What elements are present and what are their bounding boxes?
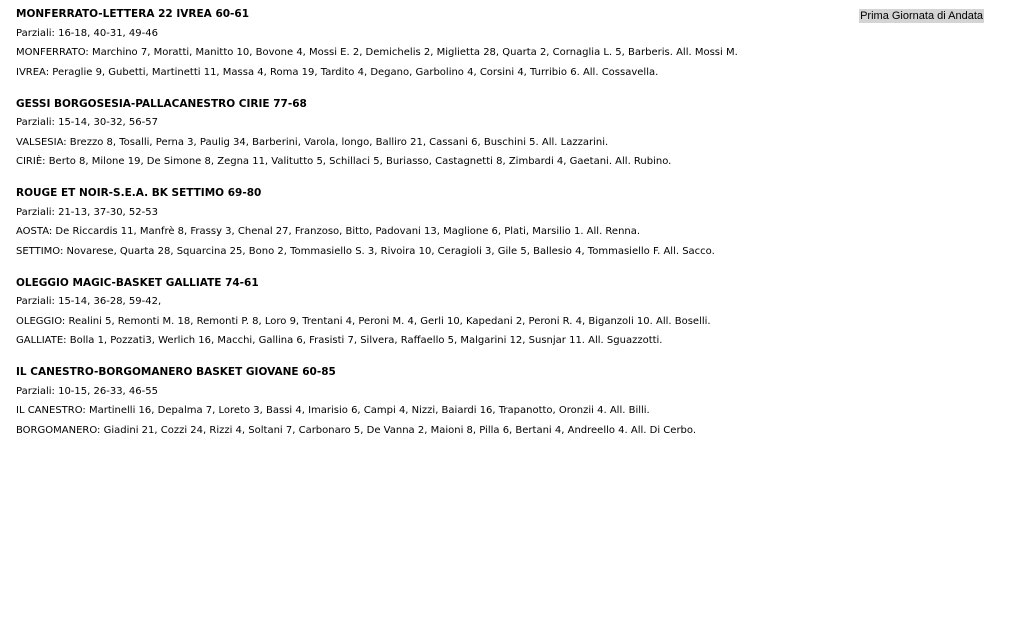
game-title: GESSI BORGOSESIA-PALLACANESTRO CIRIE 77-68	[16, 97, 307, 110]
game-partials: Parziali: 16-18, 40-31, 49-46	[16, 27, 158, 39]
away-team-scorers: BORGOMANERO: Giadini 21, Cozzi 24, Rizzi 4, Soltani 7, Carbonaro 5, De Vanna 2, Maioni 8, Pilla 6, Bertani 4, Andreello 4. All. Di Cerbo.	[16, 424, 697, 436]
away-team-scorers: CIRIÈ: Berto 8, Milone 19, De Simone 8, Zegna 11, Valitutto 5, Schillaci 5, Buriasso, Castagnetti 8, Zimbardi 4, Gaetani. All. Rubino.	[16, 156, 672, 167]
away-team-scorers: GALLIATE: Bolla 1, Pozzati3, Werlich 16, Macchi, Gallina 6, Frasisti 7, Silvera, Raffaello 5, Malgarini 12, Susnjar 11. All. Sguazzotti.	[16, 335, 663, 346]
game-title: MONFERRATO-LETTERA 22 IVREA 60-61	[16, 8, 250, 20]
game-result	[16, 186, 846, 259]
game-partials: Parziali: 15-14, 36-28, 59-42,	[16, 296, 162, 307]
game-result	[16, 7, 846, 80]
game-result	[16, 365, 846, 438]
away-team-scorers: IVREA: Peraglie 9, Gubetti, Martinetti 11, Massa 4, Roma 19, Tardito 4, Degano, Garbolino 4, Corsini 4, Turribio 6. All. Cossavella.	[16, 66, 659, 78]
home-team-scorers: OLEGGIO: Realini 5, Remonti M. 18, Remonti P. 8, Loro 9, Trentani 4, Peroni M. 4, Gerli 10, Kapedani 2, Peroni R. 4, Biganzoli 10. All. Boselli.	[16, 315, 711, 327]
game-partials: Parziali: 10-15, 26-33, 46-55	[16, 385, 158, 397]
home-team-scorers: AOSTA: De Riccardis 11, Manfrè 8, Frassy 3, Chenal 27, Franzoso, Bitto, Padovani 13, Maglione 6, Plati, Marsilio 1. All. Renna.	[16, 226, 641, 237]
game-result	[16, 97, 846, 170]
away-team-scorers: SETTIMO: Novarese, Quarta 28, Squarcina 25, Bono 2, Tommasiello S. 3, Rivoira 10, Ceragioli 3, Gile 5, Ballesio 4, Tommasiello F. All. Sacco.	[16, 245, 715, 257]
game-title: ROUGE ET NOIR-S.E.A. BK SETTIMO 69-80	[16, 187, 262, 199]
round-label: Prima Giornata di Andata	[860, 10, 983, 22]
home-team-scorers: VALSESIA: Brezzo 8, Tosalli, Perna 3, Paulig 34, Barberini, Varola, longo, Balliro 21, Cassani 6, Buschini 5. All. Lazzarini.	[16, 136, 609, 148]
game-partials: Parziali: 15-14, 30-32, 56-57	[16, 117, 158, 128]
game-result	[16, 276, 846, 349]
home-team-scorers: IL CANESTRO: Martinelli 16, Depalma 7, Loreto 3, Bassi 4, Imarisio 6, Campi 4, Nizzi, Baiardi 16, Trapanotto, Oronzii 4. All. Billi.	[16, 405, 650, 416]
game-title: OLEGGIO MAGIC-BASKET GALLIATE 74-61	[16, 276, 259, 289]
game-partials: Parziali: 21-13, 37-30, 52-53	[16, 206, 158, 218]
home-team-scorers: MONFERRATO: Marchino 7, Moratti, Manitto 10, Bovone 4, Mossi E. 2, Demichelis 2, Miglietta 28, Quarta 2, Cornaglia L. 5, Barberis. All. Mossi M.	[16, 47, 738, 58]
game-results-list	[16, 7, 846, 455]
game-title: IL CANESTRO-BORGOMANERO BASKET GIOVANE 60-85	[16, 366, 336, 378]
